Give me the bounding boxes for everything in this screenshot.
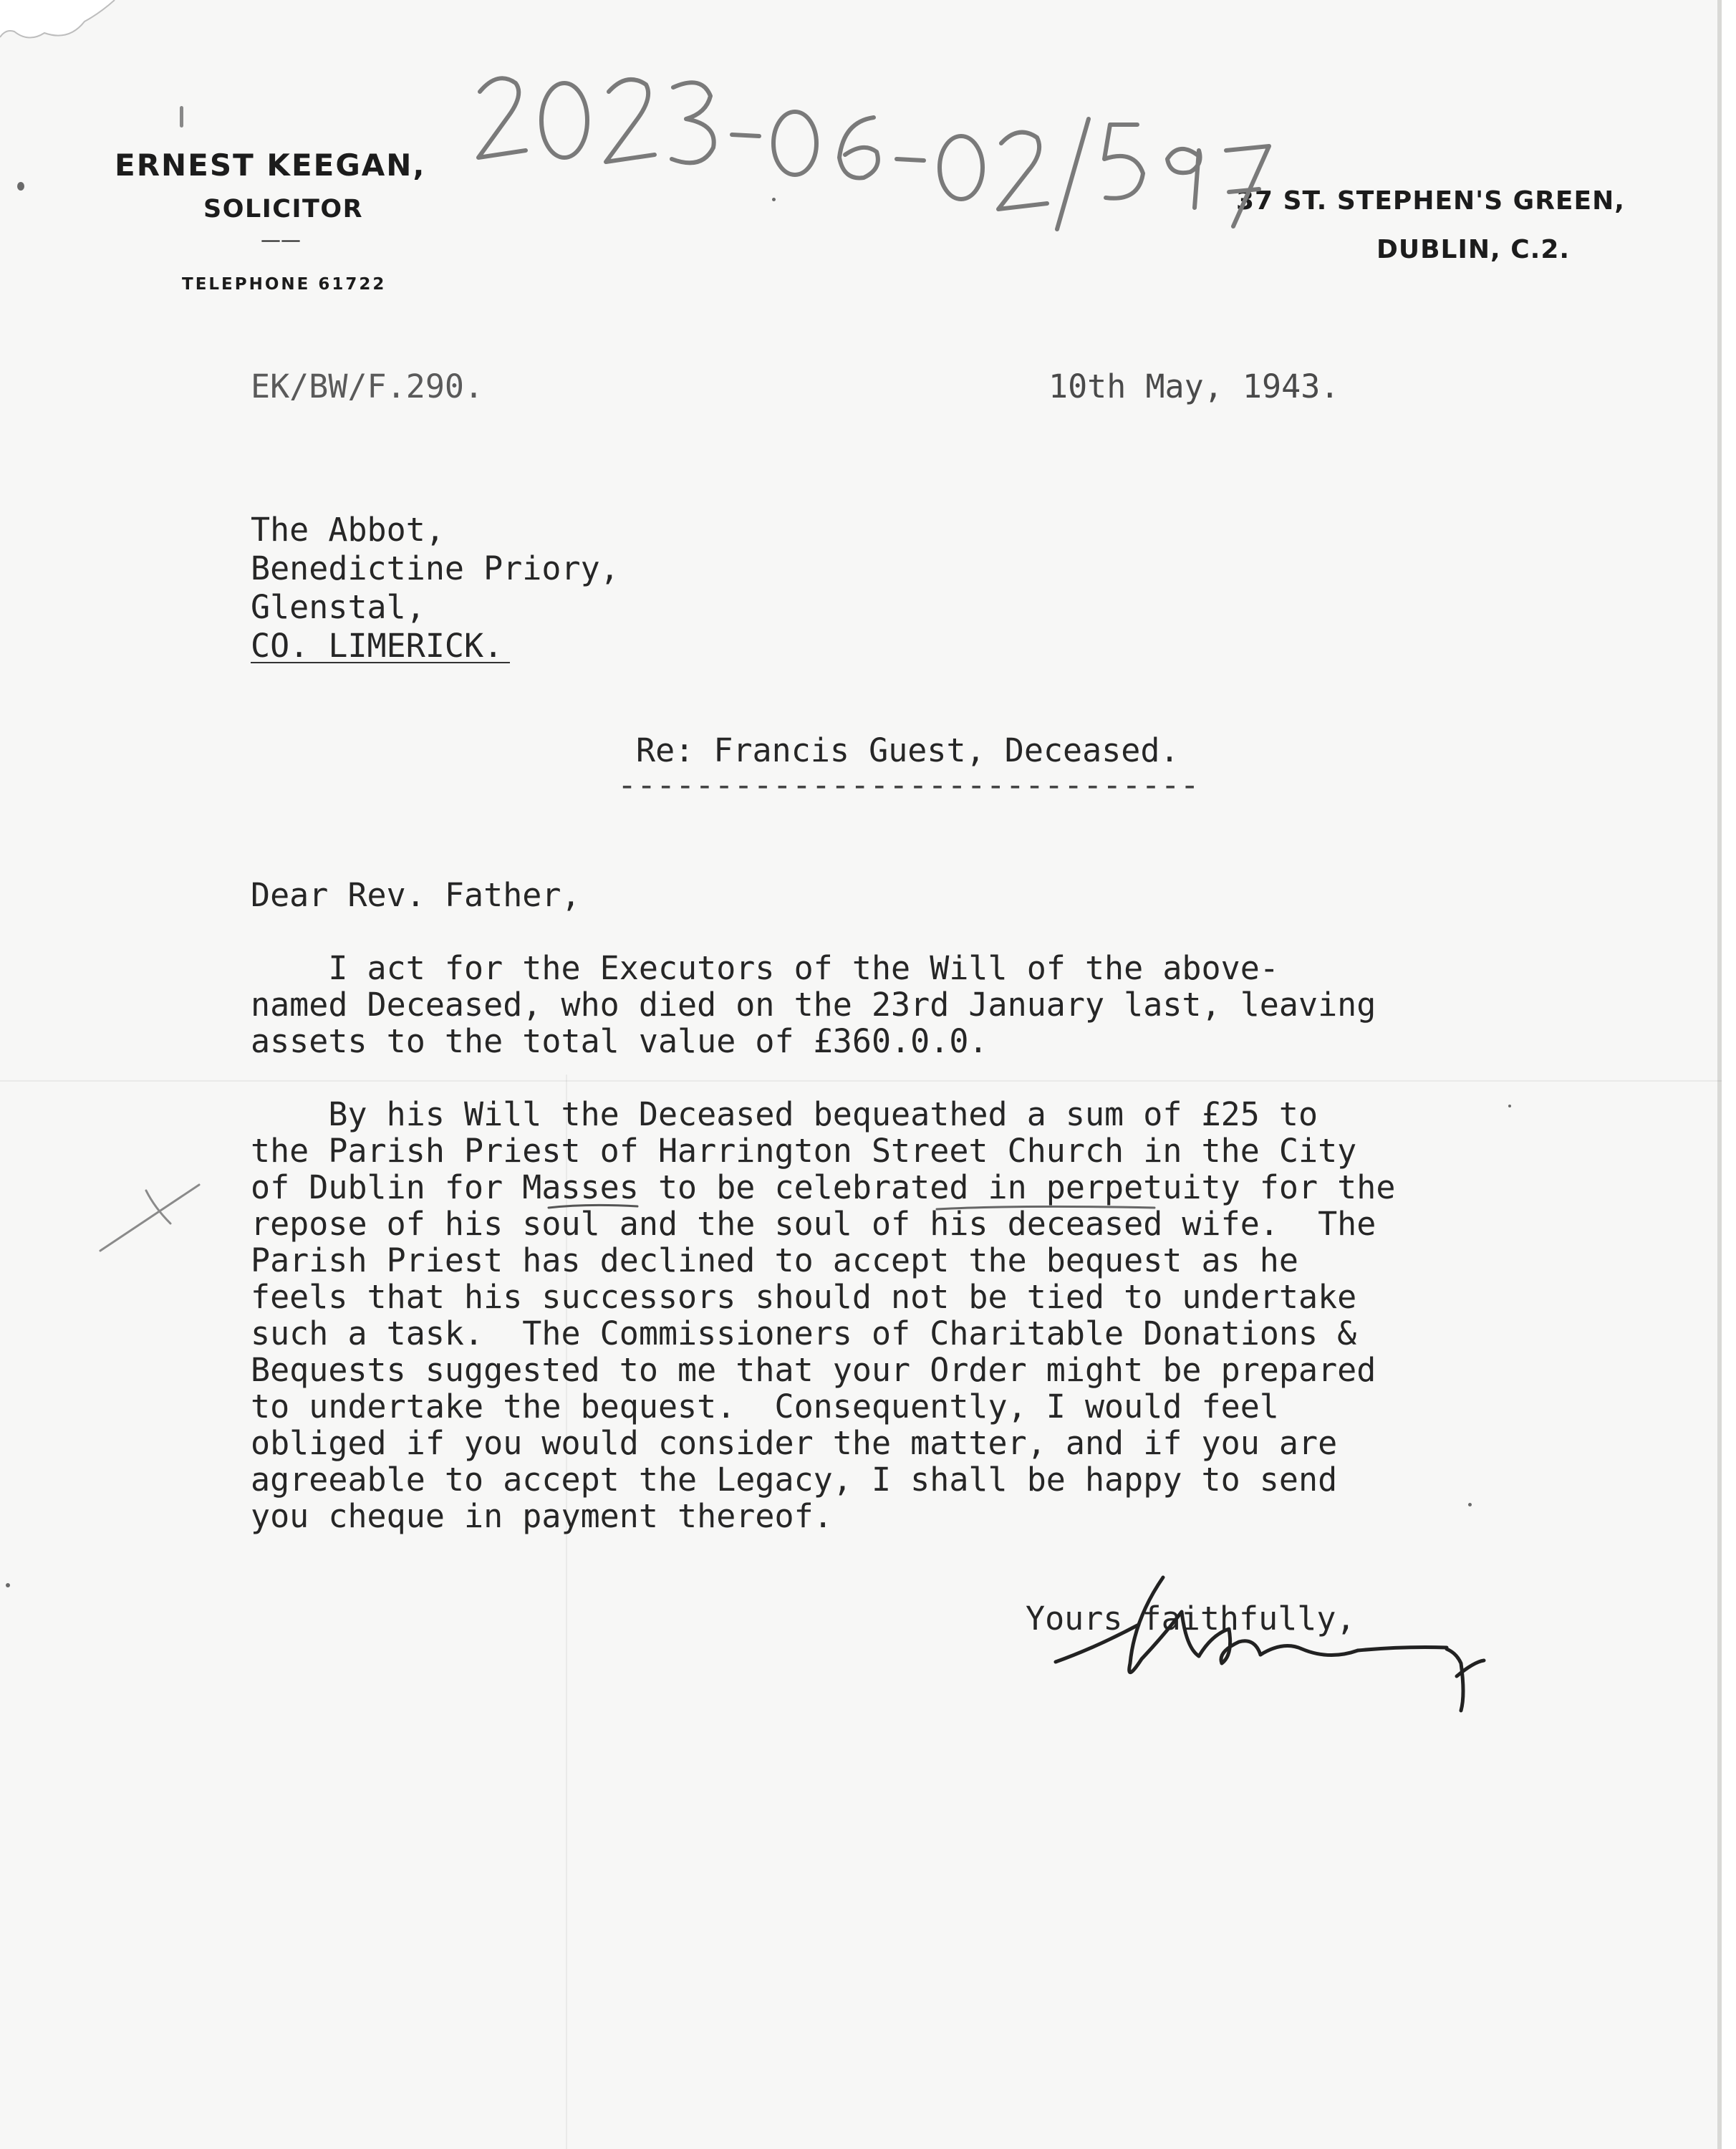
paper-speck (1468, 1503, 1472, 1506)
letterhead-rule: —— (261, 228, 301, 251)
paper-speck (17, 182, 24, 191)
salutation: Dear Rev. Father, (251, 876, 581, 914)
paper-speck (180, 106, 183, 128)
letter-date: 10th May, 1943. (1048, 367, 1340, 405)
paragraph-2-line-2: the Parish Priest of Harrington Street Church in the City (251, 1132, 1357, 1170)
signature (1046, 1569, 1504, 1719)
reference-number: EK/BW/F.290. (251, 367, 484, 405)
paragraph-2-line-12: you cheque in payment thereof. (251, 1497, 833, 1535)
paragraph-1-line-2: named Deceased, who died on the 23rd January last, leaving (251, 986, 1376, 1024)
recipient-line-1: The Abbot, (251, 511, 445, 549)
pencil-underlines (501, 1198, 1432, 1226)
paragraph-1-line-3: assets to the total value of £360.0.0. (251, 1022, 988, 1060)
firm-name: ERNEST KEEGAN, (115, 148, 426, 183)
closing: Yours faithfully, (1026, 1600, 1356, 1638)
recipient-underline (251, 662, 510, 663)
paragraph-2-line-3: of Dublin for Masses to be celebrated in perpetuity for the (251, 1168, 1396, 1206)
paragraph-2-line-8: Bequests suggested to me that your Order might be prepared (251, 1351, 1376, 1389)
paper-speck (6, 1583, 10, 1587)
paragraph-2-line-6: feels that his successors should not be tied to undertake (251, 1278, 1357, 1316)
margin-x-mark (93, 1172, 208, 1258)
address-line-2: DUBLIN, C.2. (1376, 235, 1571, 264)
recipient-line-3: Glenstal, (251, 588, 425, 626)
telephone-number: TELEPHONE 61722 (182, 275, 387, 294)
paragraph-1-line-1: I act for the Executors of the Will of the above- (251, 949, 1279, 987)
recipient-line-2: Benedictine Priory, (251, 549, 619, 587)
paragraph-2-line-4: repose of his soul and the soul of his deceased wife. The (251, 1205, 1376, 1243)
paper-speck (1508, 1105, 1511, 1107)
firm-title: SOLICITOR (203, 195, 364, 223)
paragraph-2-line-1: By his Will the Deceased bequeathed a sum of £25 to (251, 1095, 1318, 1133)
address-line-1: 37 ST. STEPHEN'S GREEN, (1236, 186, 1625, 216)
paragraph-2-line-5: Parish Priest has declined to accept the bequest as he (251, 1241, 1298, 1279)
paragraph-2-line-11: agreeable to accept the Legacy, I shall be happy to send (251, 1461, 1338, 1499)
paragraph-2-line-10: obliged if you would consider the matter, and if you are (251, 1424, 1338, 1462)
torn-corner (0, 0, 122, 50)
fold-crease-horizontal (0, 1080, 1722, 1082)
subject-rule: ------------------------------ (617, 766, 1200, 804)
subject-line: Re: Francis Guest, Deceased. (636, 731, 1180, 769)
paragraph-2-line-9: to undertake the bequest. Consequently, I would feel (251, 1388, 1279, 1426)
paragraph-2-line-7: such a task. The Commissioners of Charitable Donations & (251, 1314, 1357, 1352)
handwritten-archive-number (458, 50, 1275, 236)
recipient-line-4: CO. LIMERICK. (251, 627, 503, 665)
paper-speck (772, 198, 776, 201)
